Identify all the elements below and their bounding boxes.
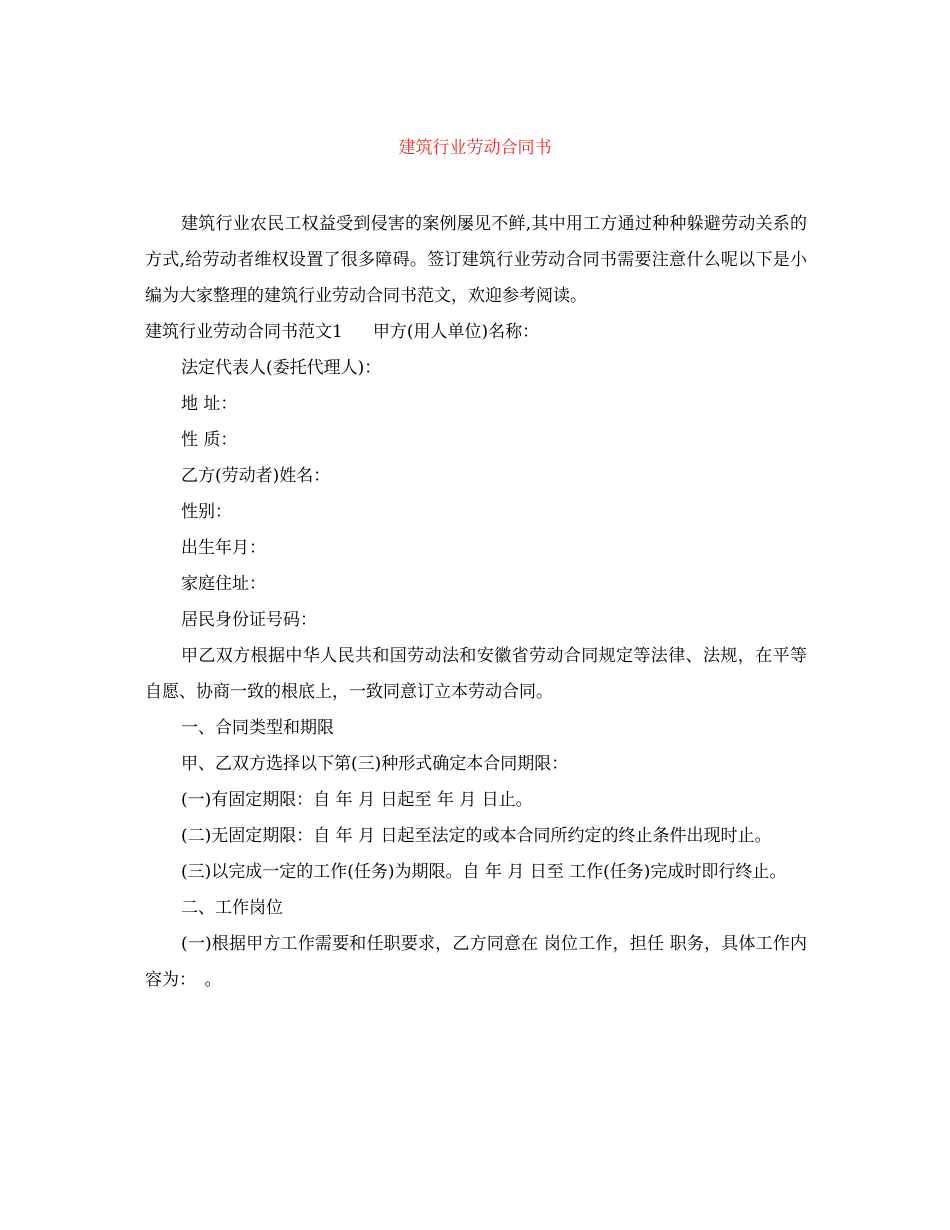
document-title: 建筑行业劳动合同书	[398, 138, 552, 158]
gender-label: 性别：	[181, 502, 232, 522]
address-label: 地 址：	[181, 394, 238, 414]
party-b-name-label: 乙方(劳动者)姓名：	[181, 466, 331, 486]
nature-label: 性 质：	[181, 430, 238, 450]
section2-item1: (一)根据甲方工作需要和任职要求，乙方同意在 岗位工作，担任 职务，具体工作内容为： 。	[145, 934, 807, 990]
legal-rep-label: 法定代表人(委托代理人)：	[181, 358, 382, 378]
section1-choice: 甲、乙双方选择以下第(三)种形式确定本合同期限：	[181, 754, 569, 774]
intro-paragraph: 建筑行业农民工权益受到侵害的案例屡见不鲜,其中用工方通过种种躲避劳动关系的方式,给劳动者维权设置了很多障碍。签订建筑行业劳动合同书需要注意什么呢以下是小编为大家整理的建筑行业劳动合同书范文，欢迎参考阅读。	[145, 214, 807, 306]
home-address-label: 家庭住址：	[181, 574, 266, 594]
party-a-name-label: 甲方(用人单位)名称：	[372, 322, 540, 342]
sample-heading: 建筑行业劳动合同书范文1	[145, 322, 343, 342]
sample-heading-line	[145, 314, 807, 350]
section2-title: 二、工作岗位	[181, 898, 283, 918]
id-number-label: 居民身份证号码：	[181, 610, 317, 630]
birth-label: 出生年月：	[181, 538, 266, 558]
section1-title: 一、合同类型和期限	[181, 718, 334, 738]
term-open: (二)无固定期限：自 年 月 日起至法定的或本合同所约定的终止条件出现时止。	[181, 826, 772, 846]
basis-paragraph: 甲乙双方根据中华人民共和国劳动法和安徽省劳动合同规定等法律、法规，在平等自愿、协商一致的根底上，一致同意订立本劳动合同。	[145, 646, 807, 702]
term-task: (三)以完成一定的工作(任务)为期限。自 年 月 日至 工作(任务)完成时即行终止。	[181, 862, 787, 882]
document-body	[145, 206, 807, 998]
term-fixed: (一)有固定期限：自 年 月 日起至 年 月 日止。	[181, 790, 533, 810]
